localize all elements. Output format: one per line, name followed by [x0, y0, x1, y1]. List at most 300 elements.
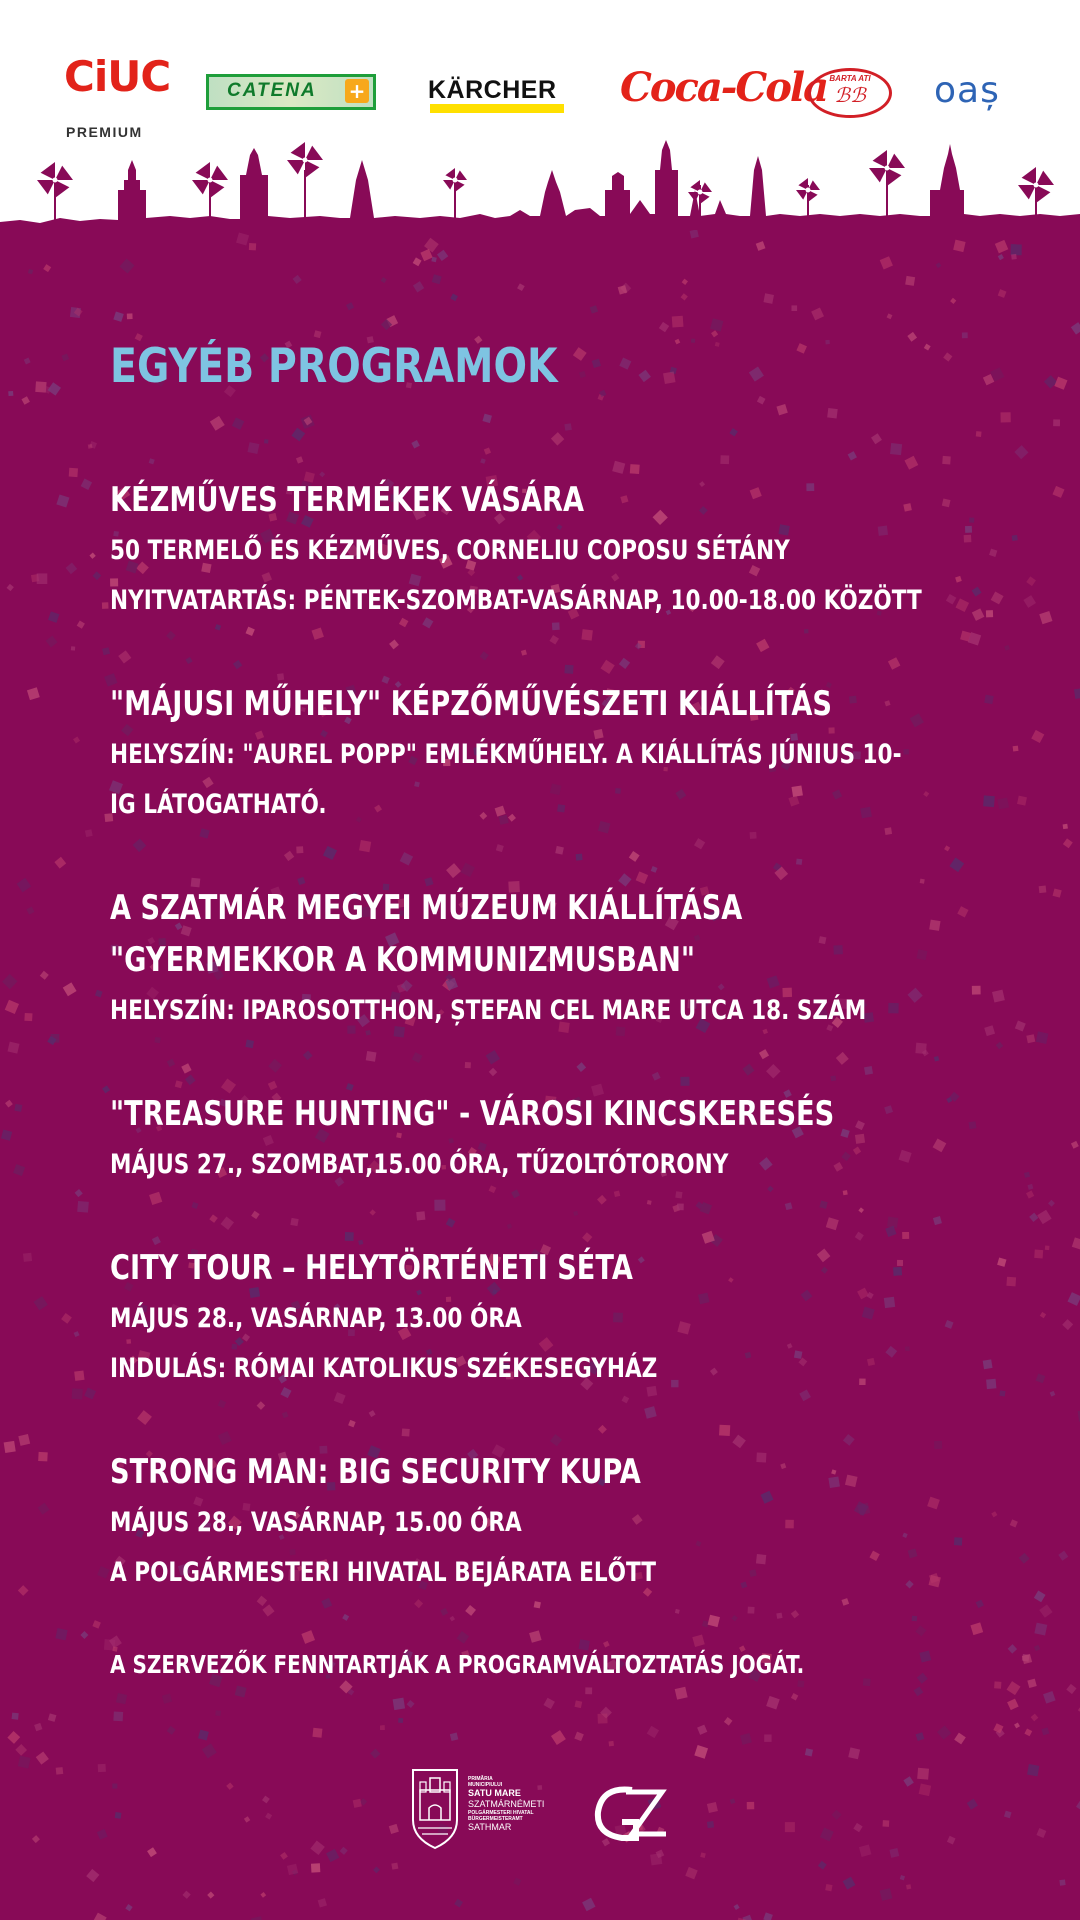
confetti-piece — [1039, 611, 1052, 624]
pharmacy-plus-icon: + — [345, 79, 369, 103]
confetti-piece — [318, 1898, 327, 1907]
footer-logos — [410, 1766, 680, 1856]
confetti-piece — [21, 396, 29, 404]
confetti-piece — [71, 646, 75, 650]
confetti-piece — [116, 1693, 127, 1704]
confetti-piece — [5, 1100, 13, 1108]
municipality-line: SATHMAR — [468, 1822, 512, 1832]
confetti-piece — [1053, 888, 1062, 897]
confetti-piece — [7, 1731, 20, 1744]
confetti-piece — [56, 1767, 64, 1775]
confetti-piece — [95, 990, 103, 998]
confetti-piece — [513, 1877, 521, 1885]
confetti-piece — [590, 305, 598, 313]
confetti-piece — [54, 857, 66, 869]
confetti-piece — [672, 316, 684, 328]
confetti-piece — [694, 1745, 708, 1759]
barta-monogram-icon: ℬℬ — [834, 83, 866, 107]
confetti-piece — [431, 257, 436, 262]
confetti-piece — [1034, 1591, 1046, 1603]
karcher-wordmark: KÄRCHER — [428, 76, 557, 104]
confetti-piece — [55, 1628, 67, 1640]
confetti-piece — [730, 1798, 736, 1804]
confetti-piece — [450, 1733, 458, 1741]
confetti-piece — [917, 1768, 929, 1780]
confetti-piece — [373, 1866, 380, 1873]
event-detail: MÁJUS 28., VASÁRNAP, 15.00 ÓRA — [110, 1507, 522, 1539]
confetti-piece — [1026, 1190, 1034, 1198]
confetti-piece — [77, 1201, 89, 1213]
pinwheel-icon — [192, 162, 228, 198]
confetti-piece — [659, 322, 669, 332]
confetti-piece — [48, 382, 61, 395]
confetti-piece — [432, 274, 442, 284]
confetti-piece — [18, 1756, 31, 1769]
confetti-piece — [609, 1741, 614, 1746]
confetti-piece — [675, 1687, 688, 1700]
municipality-line: MUNICIPIULUI — [468, 1782, 503, 1788]
confetti-piece — [598, 1714, 608, 1724]
municipality-line: SZATMÁRNÉMETI — [468, 1799, 545, 1809]
confetti-piece — [127, 313, 133, 319]
confetti-piece — [7, 584, 14, 591]
confetti-piece — [1010, 1519, 1018, 1527]
confetti-piece — [125, 1904, 132, 1911]
confetti-piece — [574, 1732, 584, 1742]
confetti-piece — [97, 1566, 110, 1579]
confetti-piece — [75, 1189, 83, 1197]
confetti-piece — [517, 283, 525, 291]
confetti-piece — [293, 275, 302, 284]
confetti-piece — [1054, 377, 1067, 390]
event-title: STRONG MAN: BIG SECURITY KUPA — [110, 1452, 641, 1493]
confetti-piece — [791, 1693, 798, 1700]
confetti-piece — [380, 1725, 385, 1730]
confetti-piece — [818, 1861, 827, 1870]
confetti-piece — [251, 1916, 264, 1920]
confetti-piece — [700, 1852, 706, 1858]
confetti-piece — [1044, 375, 1057, 388]
confetti-piece — [1045, 1246, 1050, 1251]
municipality-line: POLGÁRMESTERI HIVATAL — [468, 1810, 534, 1816]
event-detail: NYITVATARTÁS: PÉNTEK-SZOMBAT-VASÁRNAP, 10.00-18.00 KÖZÖTT — [110, 585, 922, 617]
event-item — [110, 678, 1010, 830]
karcher-logo — [428, 74, 566, 114]
confetti-piece — [13, 1164, 25, 1176]
confetti-piece — [86, 1869, 99, 1882]
confetti-piece — [1052, 486, 1064, 498]
confetti-piece — [880, 256, 893, 269]
confetti-piece — [17, 878, 32, 893]
confetti-piece — [792, 305, 798, 311]
confetti-piece — [244, 1816, 250, 1822]
confetti-piece — [1034, 1645, 1040, 1651]
confetti-piece — [113, 1711, 123, 1721]
confetti-piece — [48, 1713, 57, 1722]
confetti-piece — [113, 311, 123, 321]
confetti-piece — [903, 1776, 914, 1787]
confetti-piece — [112, 1784, 117, 1789]
confetti-piece — [1004, 1811, 1012, 1819]
confetti-piece — [756, 241, 766, 251]
confetti-piece — [353, 1799, 362, 1808]
confetti-piece — [202, 1743, 217, 1758]
confetti-piece — [685, 1867, 697, 1879]
confetti-piece — [1053, 419, 1060, 426]
confetti-piece — [1027, 1764, 1039, 1776]
confetti-piece — [4, 1441, 16, 1453]
confetti-piece — [859, 1844, 871, 1856]
confetti-piece — [916, 1732, 925, 1741]
confetti-piece — [1041, 1727, 1049, 1735]
confetti-piece — [710, 318, 723, 331]
confetti-piece — [393, 1698, 405, 1710]
confetti-piece — [1023, 595, 1036, 608]
confetti-piece — [785, 1822, 795, 1832]
confetti-piece — [711, 330, 718, 337]
confetti-piece — [585, 1687, 592, 1694]
confetti-piece — [314, 330, 322, 338]
confetti-piece — [69, 468, 78, 477]
confetti-piece — [889, 1848, 899, 1858]
confetti-piece — [182, 1891, 190, 1899]
confetti-piece — [820, 1827, 834, 1841]
confetti-piece — [8, 1042, 20, 1054]
confetti-piece — [1034, 1250, 1043, 1259]
confetti-piece — [937, 1725, 951, 1739]
confetti-piece — [280, 1852, 288, 1860]
confetti-piece — [914, 1686, 924, 1696]
confetti-piece — [215, 1710, 221, 1716]
confetti-piece — [14, 1104, 22, 1112]
confetti-piece — [1050, 1391, 1056, 1397]
confetti-piece — [235, 1685, 247, 1697]
confetti-piece — [998, 289, 1007, 298]
confetti-piece — [936, 262, 942, 268]
pinwheel-icon — [443, 168, 467, 192]
confetti-piece — [391, 1863, 398, 1870]
confetti-piece — [370, 1749, 380, 1759]
confetti-piece — [48, 611, 59, 622]
confetti-piece — [1014, 1722, 1020, 1728]
confetti-piece — [77, 620, 85, 628]
ciuc-subtitle: PREMIUM — [66, 124, 143, 140]
confetti-piece — [43, 264, 51, 272]
catena-wordmark: CATENA — [227, 80, 317, 101]
confetti-piece — [1026, 1034, 1035, 1043]
confetti-piece — [1031, 1714, 1039, 1722]
confetti-piece — [883, 1820, 890, 1827]
confetti-piece — [947, 1836, 956, 1845]
confetti-piece — [73, 736, 80, 743]
confetti-piece — [1072, 1237, 1080, 1249]
confetti-piece — [18, 1434, 30, 1446]
confetti-piece — [863, 1678, 871, 1686]
confetti-piece — [682, 279, 688, 285]
confetti-piece — [249, 243, 256, 250]
confetti-piece — [919, 1784, 932, 1797]
confetti-piece — [102, 647, 110, 655]
confetti-piece — [34, 1723, 42, 1731]
pinwheel-icon — [869, 150, 905, 186]
confetti-piece — [1076, 1799, 1080, 1811]
confetti-piece — [805, 1748, 813, 1756]
confetti-piece — [1048, 1200, 1055, 1207]
confetti-piece — [1027, 1679, 1036, 1688]
confetti-piece — [226, 1782, 233, 1789]
confetti-piece — [1031, 730, 1044, 743]
confetti-piece — [46, 636, 58, 648]
confetti-piece — [8, 391, 13, 396]
confetti-piece — [1026, 576, 1036, 586]
confetti-piece — [310, 1841, 324, 1855]
oas-wordmark: oaș — [934, 70, 1000, 111]
event-detail: INDULÁS: RÓMAI KATOLIKUS SZÉKESEGYHÁZ — [110, 1353, 658, 1385]
confetti-piece — [954, 1733, 966, 1745]
confetti-piece — [102, 602, 109, 609]
confetti-piece — [119, 258, 134, 273]
confetti-piece — [1071, 1141, 1079, 1149]
confetti-piece — [162, 1693, 173, 1704]
confetti-piece — [437, 250, 448, 261]
confetti-piece — [953, 240, 965, 252]
pinwheel-icon — [688, 180, 712, 204]
confetti-piece — [1036, 1031, 1049, 1044]
confetti-piece — [707, 1802, 718, 1813]
confetti-piece — [1017, 796, 1027, 806]
catena-logo — [206, 74, 376, 110]
confetti-piece — [962, 332, 968, 338]
event-title: CITY TOUR – HELYTÖRTÉNETI SÉTA — [110, 1248, 633, 1289]
confetti-piece — [825, 1884, 832, 1891]
confetti-piece — [575, 1700, 583, 1708]
confetti-piece — [1, 1129, 12, 1140]
confetti-piece — [1027, 1184, 1033, 1190]
confetti-piece — [18, 1585, 29, 1596]
confetti-piece — [340, 1847, 348, 1855]
confetti-piece — [853, 1823, 862, 1832]
confetti-piece — [413, 281, 424, 292]
confetti-piece — [346, 302, 354, 310]
confetti-piece — [797, 1680, 804, 1687]
confetti-piece — [1034, 1623, 1047, 1636]
confetti-piece — [33, 1296, 47, 1310]
confetti-piece — [1011, 244, 1022, 255]
confetti-piece — [1037, 1210, 1051, 1224]
confetti-piece — [312, 1728, 322, 1738]
confetti-piece — [647, 1726, 659, 1738]
confetti-piece — [681, 293, 688, 300]
confetti-piece — [265, 1813, 272, 1820]
header — [0, 0, 1080, 230]
confetti-piece — [74, 1370, 84, 1380]
confetti-piece — [1063, 824, 1068, 829]
confetti-piece — [92, 1620, 100, 1628]
confetti-piece — [967, 1799, 978, 1810]
confetti-piece — [311, 1863, 320, 1872]
confetti-piece — [1058, 1551, 1068, 1561]
confetti-piece — [326, 1849, 339, 1862]
confetti-piece — [97, 1829, 108, 1840]
confetti-piece — [1059, 1879, 1065, 1885]
confetti-piece — [764, 1735, 771, 1742]
event-detail: HELYSZÍN: "AUREL POPP" EMLÉKMŰHELY. A KIÁLLÍTÁS JÚNIUS 10-IG LÁTOGATHATÓ. — [110, 739, 902, 821]
confetti-piece — [887, 313, 893, 319]
event-item — [110, 474, 1010, 626]
confetti-piece — [1074, 688, 1080, 699]
confetti-piece — [1066, 1684, 1076, 1694]
confetti-piece — [734, 1904, 740, 1910]
confetti-piece — [1067, 1292, 1080, 1306]
confetti-piece — [102, 1085, 110, 1093]
confetti-piece — [1024, 1728, 1032, 1736]
confetti-piece — [707, 1821, 714, 1828]
confetti-piece — [98, 1764, 106, 1772]
confetti-piece — [1015, 1021, 1026, 1032]
cocacola-wordmark: Coca-Cola — [620, 64, 828, 111]
confetti-piece — [763, 1912, 773, 1920]
confetti-piece — [38, 1452, 48, 1462]
event-detail: MÁJUS 28., VASÁRNAP, 13.00 ÓRA — [110, 1303, 522, 1335]
confetti-piece — [450, 294, 458, 302]
municipality-line: PRIMĂRIA — [468, 1776, 493, 1782]
barta-wordmark: BARTA ATI — [829, 74, 871, 83]
event-title: "MÁJUSI MŰHELY" KÉPZŐMŰVÉSZETI KIÁLLÍTÁS — [110, 684, 832, 725]
confetti-piece — [167, 1726, 176, 1735]
confetti-piece — [81, 479, 92, 490]
pinwheel-icon — [37, 162, 73, 198]
page-title: EGYÉB PROGRAMOK — [110, 339, 558, 394]
confetti-piece — [747, 1802, 755, 1810]
confetti-piece — [2, 974, 17, 989]
confetti-piece — [763, 293, 774, 304]
event-item — [110, 1242, 1010, 1394]
confetti-piece — [23, 1253, 32, 1262]
confetti-piece — [1039, 1604, 1052, 1617]
city-skyline-silhouette — [0, 130, 1080, 230]
confetti-piece — [407, 1700, 415, 1708]
confetti-piece — [1011, 254, 1017, 260]
disclaimer-text: A SZERVEZŐK FENNTARTJÁK A PROGRAMVÁLTOZTATÁS JOGÁT. — [110, 1650, 805, 1680]
confetti-piece — [848, 1747, 860, 1759]
event-item — [110, 882, 1010, 1036]
confetti-piece — [543, 1698, 554, 1709]
sponsor-logos — [0, 0, 1080, 150]
confetti-piece — [389, 1824, 399, 1834]
confetti-piece — [37, 573, 48, 584]
confetti-piece — [398, 1718, 403, 1723]
confetti-piece — [207, 1891, 214, 1898]
confetti-piece — [995, 240, 1009, 254]
confetti-piece — [5, 1000, 19, 1014]
program-content — [110, 340, 1010, 1679]
confetti-piece — [1071, 322, 1080, 335]
confetti-piece — [766, 1696, 780, 1710]
confetti-piece — [454, 1899, 463, 1908]
confetti-piece — [15, 1744, 27, 1756]
confetti-piece — [24, 1013, 32, 1021]
confetti-piece — [906, 1884, 911, 1889]
confetti-piece — [32, 1835, 40, 1843]
confetti-piece — [236, 232, 249, 245]
confetti-piece — [115, 1812, 122, 1819]
confetti-piece — [413, 257, 422, 266]
municipality-line: BÜRGERMEISTERAMT — [468, 1816, 523, 1822]
event-detail: 50 TERMELŐ ÉS KÉZMŰVES, CORNELIU COPOSU SÉTÁNY — [110, 535, 790, 567]
confetti-piece — [36, 1752, 49, 1765]
confetti-piece — [811, 308, 824, 321]
municipality-wordmark — [468, 1776, 568, 1833]
confetti-piece — [1013, 746, 1019, 752]
confetti-piece — [89, 552, 95, 558]
confetti-piece — [1039, 885, 1047, 893]
confetti-piece — [1014, 445, 1028, 459]
confetti-piece — [740, 1733, 752, 1745]
ciuc-wordmark: CiUC — [64, 52, 171, 101]
confetti-piece — [697, 1725, 707, 1735]
confetti-piece — [74, 1331, 80, 1337]
confetti-piece — [905, 276, 915, 286]
confetti-piece — [1040, 1312, 1046, 1318]
cocacola-logo — [620, 64, 828, 120]
barta-logo — [808, 68, 892, 118]
confetti-piece — [831, 1810, 841, 1820]
event-detail: A POLGÁRMESTERI HIVATAL BEJÁRATA ELŐTT — [110, 1557, 657, 1589]
confetti-piece — [994, 1681, 1001, 1688]
confetti-piece — [900, 1875, 905, 1880]
confetti-piece — [1036, 1828, 1046, 1838]
confetti-piece — [1029, 1213, 1038, 1222]
confetti-piece — [1007, 1699, 1019, 1711]
confetti-piece — [1036, 1374, 1046, 1384]
gz-partner-logo — [592, 1782, 668, 1844]
event-detail: MÁJUS 27., SZOMBAT,15.00 ÓRA, TŰZOLTÓTORONY — [110, 1149, 729, 1181]
city-crest-icon — [410, 1766, 460, 1850]
event-detail: HELYSZÍN: IPAROSOTTHON, ȘTEFAN CEL MARE UTCA 18. SZÁM — [110, 995, 867, 1027]
confetti-piece — [88, 444, 93, 449]
confetti-piece — [80, 1631, 88, 1639]
event-title: A SZATMÁR MEGYEI MÚZEUM KIÁLLÍTÁSA "GYERMEKKOR A KOMMUNIZMUSBAN" — [110, 888, 743, 981]
confetti-piece — [61, 1313, 72, 1324]
event-title: "TREASURE HUNTING" - VÁROSI KINCSKERESÉS — [110, 1094, 835, 1135]
confetti-piece — [93, 571, 102, 580]
confetti-piece — [93, 1913, 107, 1920]
confetti-piece — [84, 1388, 96, 1400]
confetti-piece — [843, 1877, 856, 1890]
confetti-piece — [998, 254, 1004, 260]
confetti-piece — [260, 1892, 266, 1898]
confetti-piece — [381, 277, 387, 283]
confetti-piece — [85, 829, 93, 837]
confetti-piece — [72, 1388, 83, 1399]
confetti-piece — [1024, 1172, 1030, 1178]
pinwheel-icon — [287, 142, 323, 178]
confetti-piece — [724, 1717, 733, 1726]
event-title: KÉZMŰVES TERMÉKEK VÁSÁRA — [110, 480, 585, 521]
confetti-piece — [950, 298, 956, 304]
confetti-piece — [37, 1503, 49, 1515]
confetti-piece — [56, 494, 69, 507]
oas-logo — [934, 70, 1024, 120]
confetti-piece — [1062, 1319, 1073, 1330]
confetti-piece — [147, 1847, 157, 1857]
confetti-piece — [12, 1713, 19, 1720]
confetti-piece — [690, 229, 699, 238]
confetti-piece — [61, 353, 69, 361]
karcher-yellow-bar — [430, 104, 564, 113]
confetti-piece — [880, 1888, 893, 1901]
municipality-line: SATU MARE — [468, 1788, 521, 1798]
